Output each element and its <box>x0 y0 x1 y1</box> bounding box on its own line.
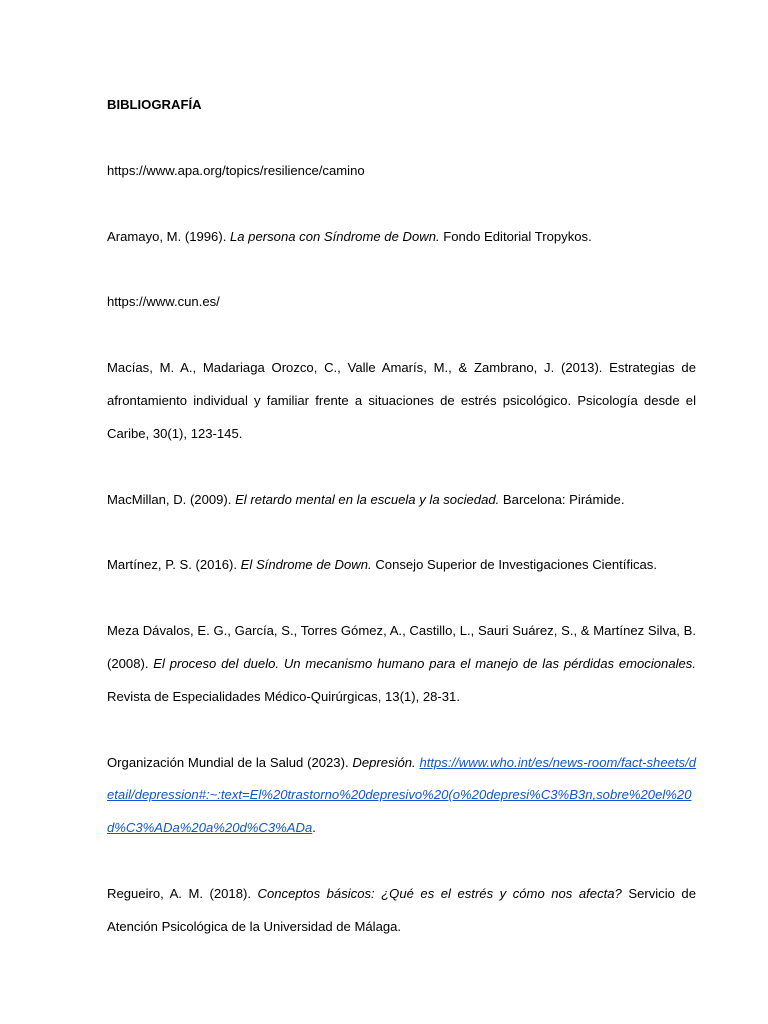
reference-title: La persona con Síndrome de Down. <box>229 228 440 244</box>
reference-title: El retardo mental en la escuela y la sociedad. <box>235 491 500 507</box>
reference-author: Aramayo, M. (1996). <box>107 228 230 244</box>
reference-entry <box>107 549 696 582</box>
bibliography-section <box>107 89 696 977</box>
reference-entry <box>107 484 696 517</box>
reference-title: Conceptos básicos: ¿Qué es el estrés y cómo nos afecta? <box>257 885 622 901</box>
reference-entry <box>107 615 696 713</box>
reference-publisher: Servicio de Atención Psicológica de la Universidad de Málaga. <box>107 885 696 934</box>
reference-text: https://www.apa.org/topics/resilience/camino <box>107 162 365 178</box>
reference-publisher: Revista de Especialidades Médico-Quirúrgicas, 13(1), 28-31. <box>107 688 460 704</box>
reference-publisher: Consejo Superior de Investigaciones Científicas. <box>371 557 657 573</box>
reference-title: Depresión. <box>352 754 416 770</box>
reference-entry <box>107 747 696 845</box>
reference-entry <box>107 878 696 944</box>
reference-title: El proceso del duelo. Un mecanismo humano para el manejo de las pérdidas emocionales. <box>153 655 696 671</box>
reference-entry <box>107 286 696 319</box>
reference-entry <box>107 352 696 450</box>
reference-author: MacMillan, D. (2009). <box>107 491 236 507</box>
reference-author: Regueiro, A. M. (2018). <box>107 885 258 901</box>
reference-punctuation: . <box>312 820 316 836</box>
reference-text: Macías, M. A., Madariaga Orozco, C., Valle Amarís, M., & Zambrano, J. (2013). Estrategias de afrontamiento individual y familiar frente a situaciones de estrés psicológico. Psicología desde el Caribe, 30(1), 123-145. <box>107 360 696 441</box>
reference-author: Meza Dávalos, E. G., García, S., Torres Gómez, A., Castillo, L., Sauri Suárez, S., & Martínez Silva, B. (2008). <box>107 623 696 671</box>
page-title: BIBLIOGRAFÍA <box>107 97 202 112</box>
reference-author: Organización Mundial de la Salud (2023). <box>107 754 353 770</box>
reference-entry <box>107 221 696 254</box>
reference-title: El Síndrome de Down. <box>240 557 372 573</box>
reference-author: Martínez, P. S. (2016). <box>107 557 241 573</box>
reference-text: https://www.cun.es/ <box>107 294 220 310</box>
reference-publisher: Fondo Editorial Tropykos. <box>439 228 592 244</box>
reference-publisher: Barcelona: Pirámide. <box>499 491 625 507</box>
reference-entry <box>107 155 696 188</box>
who-depression-link[interactable]: https://www.who.int/es/news-room/fact-sheets/detail/depression#:~:text=El%20trastorno%20depresivo%20(o%20depresi%C3%B3n,sobre%20el%20d%C3%ADa%20a%20d%C3%ADa <box>107 754 697 836</box>
